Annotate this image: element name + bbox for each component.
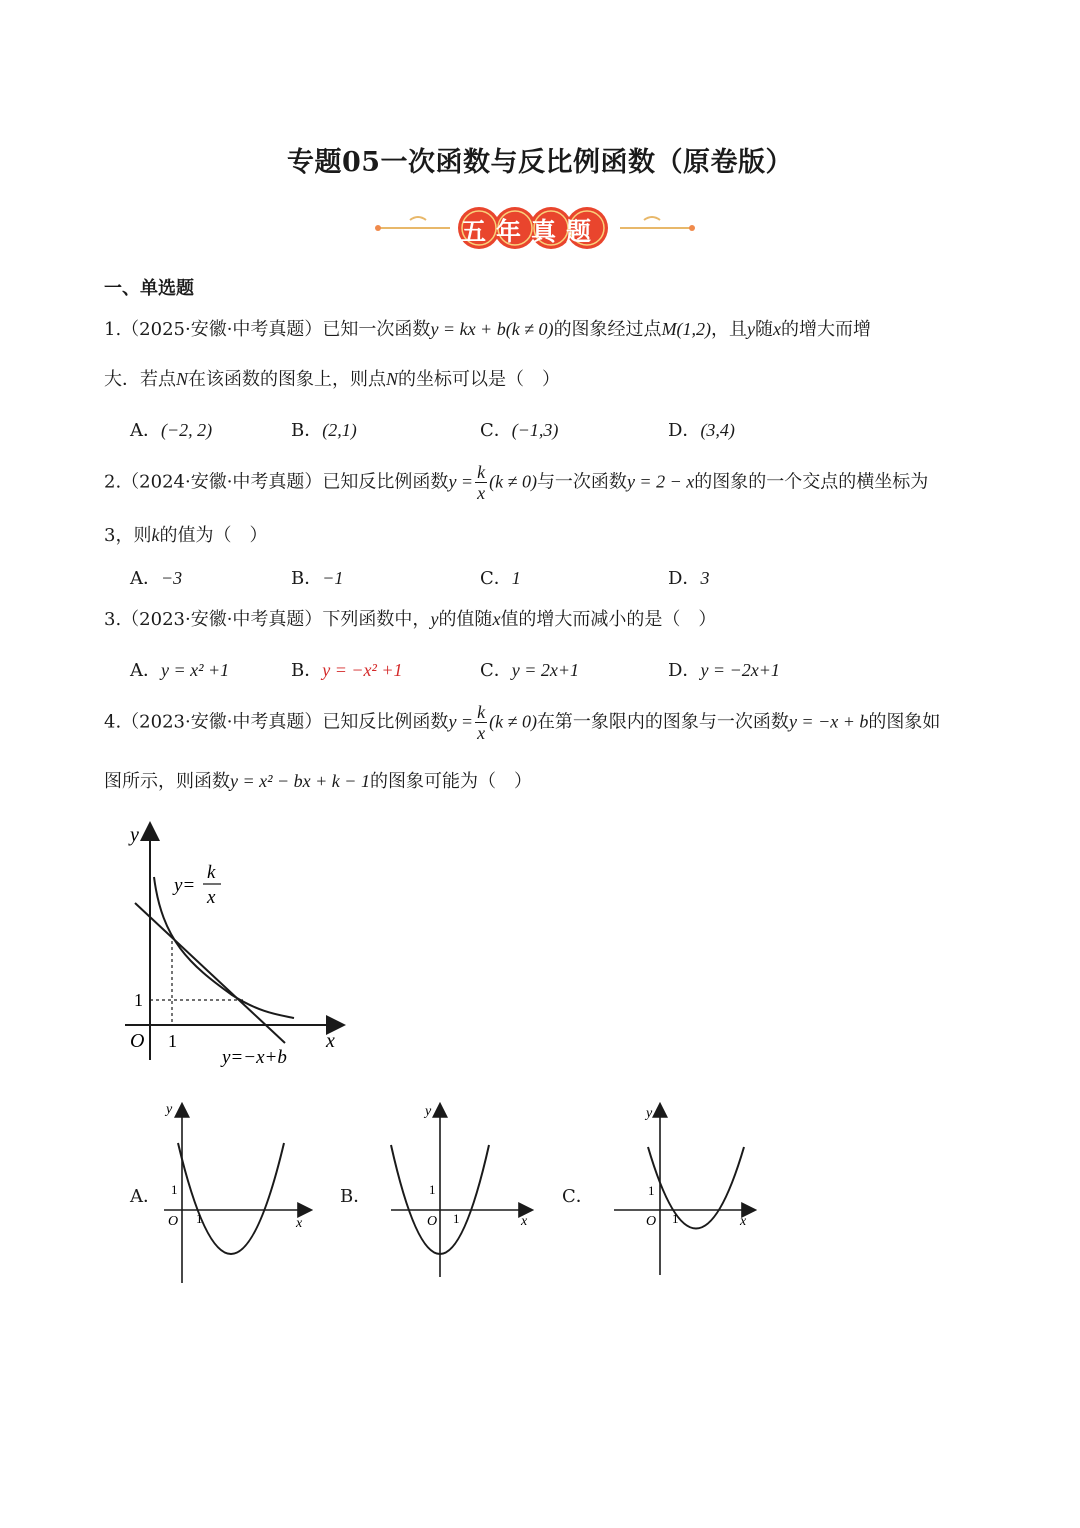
q3-text: 3.（2023·安徽·中考真题）下列函数中， xyxy=(104,609,431,630)
q1-text: 在该函数的图象上，则点 xyxy=(188,369,387,390)
q3-var-y: y xyxy=(430,609,439,629)
q2-var-k: k xyxy=(151,525,160,545)
q4-origin: O xyxy=(130,1030,145,1052)
q4-hyperbola-label-num: k xyxy=(207,862,216,883)
q3-option-a[interactable]: A．y = x² +1 xyxy=(130,660,230,681)
q1-option-c[interactable]: C．(−1,3) xyxy=(480,420,559,441)
q3-option-b[interactable]: B．y = −x² +1 xyxy=(291,660,403,681)
q1-text: 大．若点 xyxy=(104,369,176,390)
q4-fraction: $\frac{k}{x}$ xyxy=(477,702,486,743)
q1-point-m: M(1,2) xyxy=(661,319,712,339)
svg-text:y: y xyxy=(646,1106,653,1121)
q4-text: 的图象可能为（ ） xyxy=(369,771,532,792)
q1-text: 的图象经过点 xyxy=(553,319,662,340)
q1-var-x: x xyxy=(773,319,782,339)
q2-text: 的值为（ ） xyxy=(159,525,268,546)
q2-fraction: $\frac{k}{x}$ xyxy=(477,462,486,503)
q2-text: 的图象的一个交点的横坐标为 xyxy=(694,471,929,493)
svg-text:1: 1 xyxy=(453,1211,460,1226)
q4-choice-c-graph[interactable] xyxy=(608,1095,768,1290)
q4-y-label: y xyxy=(130,824,139,846)
q4-line-curve xyxy=(135,903,285,1043)
q3-option-d[interactable]: D．y = −2x+1 xyxy=(668,660,780,681)
q1-line1 xyxy=(104,316,871,343)
svg-text:x: x xyxy=(296,1216,303,1231)
q1-line2 xyxy=(104,366,560,393)
q2-option-b[interactable]: B．−1 xyxy=(291,568,344,589)
q4-hyperbola-label-y: y= xyxy=(174,875,196,896)
svg-text:1: 1 xyxy=(648,1183,655,1198)
q4-condition: (k ≠ 0) xyxy=(489,711,537,732)
svg-text:1: 1 xyxy=(196,1211,203,1226)
banner xyxy=(370,200,700,256)
q4-tick-y: 1 xyxy=(134,990,143,1010)
q4-choice-a-label[interactable]: A． xyxy=(130,1186,161,1207)
q1-point-n: N xyxy=(386,369,399,389)
q4-choice-b-label[interactable]: B． xyxy=(340,1186,372,1207)
q4-text: 4.（2023·安徽·中考真题）已知反比例函数 xyxy=(104,711,449,733)
q4-linear-function: y = −x + b xyxy=(788,711,869,732)
svg-text:y: y xyxy=(166,1102,173,1117)
q4-text: 的图象如 xyxy=(868,711,941,733)
q2-text: 2.（2024·安徽·中考真题）已知反比例函数 xyxy=(104,471,449,493)
q2-linear-function: y = 2 − x xyxy=(626,471,695,492)
svg-text:1: 1 xyxy=(171,1182,178,1197)
q1-text: 的坐标可以是（ ） xyxy=(398,369,561,390)
q4-line1 xyxy=(104,702,940,743)
q1-text: ，且 xyxy=(711,319,748,340)
q4-hyperbola-curve xyxy=(154,877,294,1018)
q3-option-c[interactable]: C．y = 2x+1 xyxy=(480,660,580,681)
page-title: 专题05一次函数与反比例函数（原卷版） xyxy=(286,147,794,178)
svg-text:1: 1 xyxy=(672,1211,679,1226)
q4-hyperbola-label-den: x xyxy=(207,887,216,908)
svg-text:O: O xyxy=(646,1214,657,1229)
q4-choice-c-label[interactable]: C． xyxy=(562,1186,594,1207)
q4-x-label: x xyxy=(326,1030,335,1052)
q4-quadratic-function: y = x² − bx + k − 1 xyxy=(230,771,370,791)
q1-text: 随 xyxy=(755,319,774,340)
q2-text: 与一次函数 xyxy=(536,471,627,493)
q2-line1 xyxy=(104,462,928,503)
q3-option-b-value: y = −x² +1 xyxy=(322,660,403,680)
svg-text:x: x xyxy=(521,1214,528,1229)
q2-var-y: y = xyxy=(448,471,474,492)
svg-text:y: y xyxy=(425,1104,432,1119)
q1-text: 的增大而增 xyxy=(781,319,872,340)
q2-text: 3，则 xyxy=(104,525,152,546)
q4-choice-a-graph[interactable] xyxy=(158,1095,318,1290)
q3-text: 值的增大而减小的是（ ） xyxy=(500,609,717,630)
q1-option-d[interactable]: D．(3,4) xyxy=(668,420,735,441)
q2-option-d[interactable]: D．3 xyxy=(668,568,710,589)
q4-text: 在第一象限内的图象与一次函数 xyxy=(536,711,789,733)
banner-text: 五年真题 xyxy=(461,217,602,246)
q3-text: 的值随 xyxy=(438,609,493,630)
q4-text: 图所示，则函数 xyxy=(104,771,230,792)
svg-text:O: O xyxy=(427,1214,438,1229)
q4-main-figure xyxy=(110,815,360,1075)
q4-line-label: y=−x+b xyxy=(222,1047,287,1068)
q1-var-y: y xyxy=(747,319,756,339)
q2-condition: (k ≠ 0) xyxy=(489,471,537,492)
q2-line2 xyxy=(104,522,267,549)
q3-var-x: x xyxy=(492,609,501,629)
q4-var-y: y = xyxy=(448,711,474,732)
q1-option-a[interactable]: A．(−2, 2) xyxy=(130,420,213,441)
svg-text:1: 1 xyxy=(429,1182,436,1197)
q4-tick-x: 1 xyxy=(168,1031,177,1051)
q1-linear-function: y = kx + b(k ≠ 0) xyxy=(430,319,554,339)
section-heading: 一、单选题 xyxy=(104,278,194,299)
q3-line1 xyxy=(104,606,716,633)
q2-option-c[interactable]: C．1 xyxy=(480,568,521,589)
q1-point-n: N xyxy=(176,369,189,389)
q1-text: 1.（2025·安徽·中考真题）已知一次函数 xyxy=(104,319,431,340)
q1-option-b[interactable]: B．(2,1) xyxy=(291,420,357,441)
svg-text:x: x xyxy=(740,1214,747,1229)
q4-choice-b-graph[interactable] xyxy=(385,1095,545,1290)
svg-text:O: O xyxy=(168,1214,179,1229)
q2-option-a[interactable]: A．−3 xyxy=(130,568,183,589)
q4-line2 xyxy=(104,768,532,795)
